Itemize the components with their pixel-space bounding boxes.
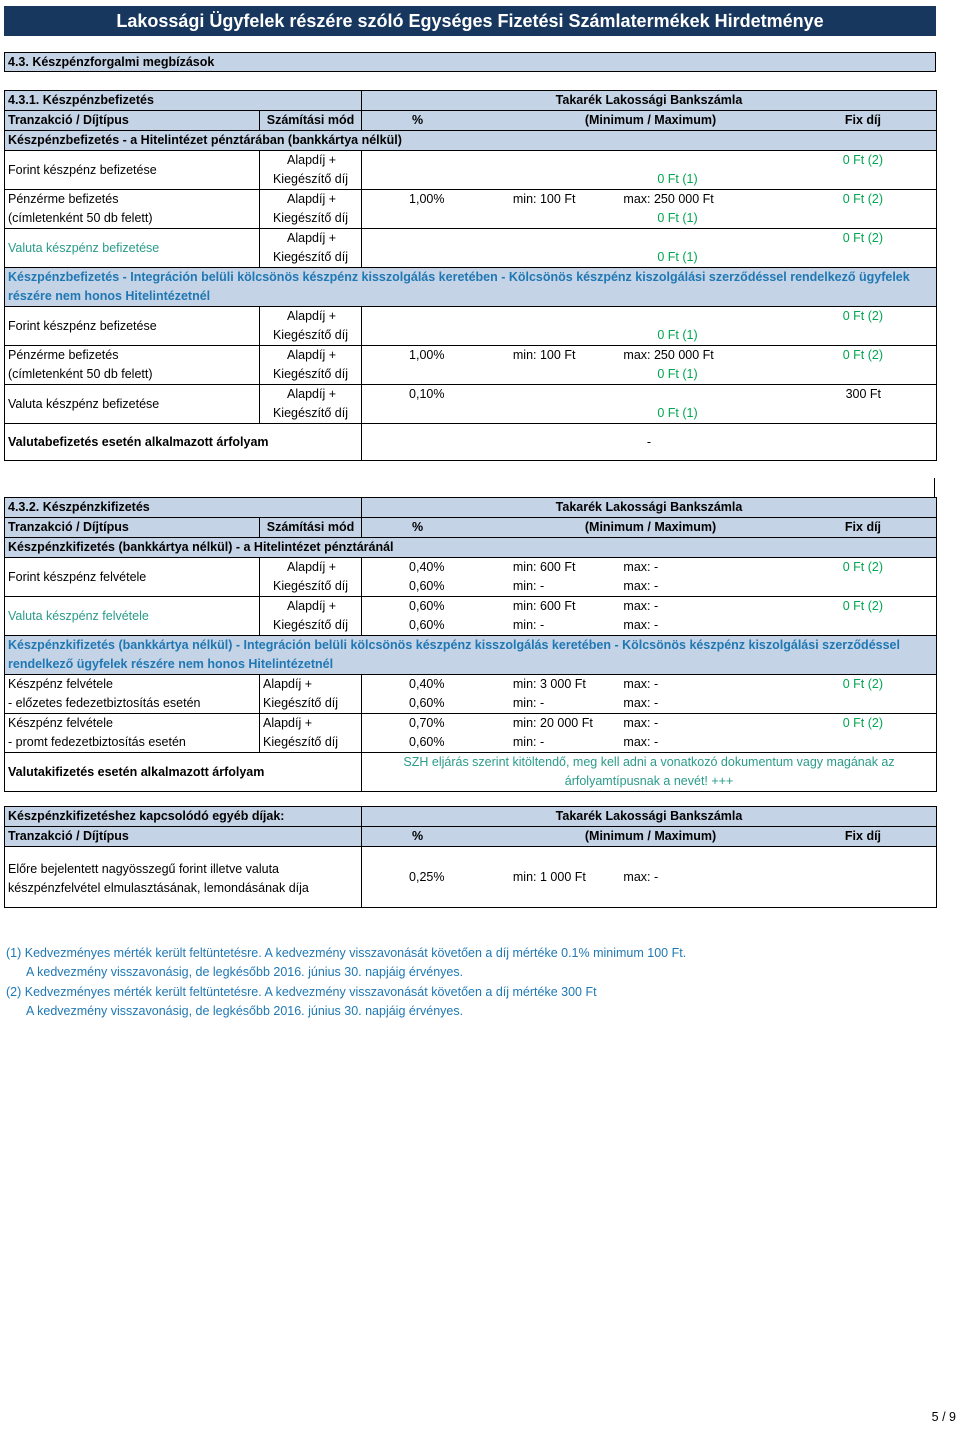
extra-fee: 0 Ft (1) — [362, 209, 937, 229]
min-label: min: — [512, 560, 537, 574]
section-row: Készpénzkifizetés (bankkártya nélkül) - a Hitelintézet pénztáránál — [5, 538, 937, 558]
footnote: A kedvezmény visszavonásig, de legkésőbb 2016. június 30. napjáig érvényes. — [26, 1004, 464, 1019]
extra-fee-label: Kiegészítő díj — [260, 170, 362, 190]
row-label: Pénzérme befizetés — [5, 190, 260, 210]
section-row: Készpénzbefizetés - a Hitelintézet pénztárában (bankkártya nélkül) — [5, 131, 937, 151]
max-value: 250 000 Ft — [653, 348, 714, 362]
col-fix: Fix díj — [810, 518, 937, 538]
min-value: 600 Ft — [540, 599, 576, 613]
exchange-rate-label: Valutakifizetés esetén alkalmazott árfolyam — [5, 753, 362, 792]
min-label: min: — [512, 869, 537, 884]
min-label: min: — [512, 716, 537, 730]
row-label-sub: (címletenként 50 db felett) — [5, 365, 260, 385]
extra-fee-label: Kiegészítő díj — [260, 365, 362, 385]
extra-fee-label: Kiegészítő díj — [260, 209, 362, 229]
table-title: 4.3.2. Készpénzkifizetés — [5, 498, 362, 518]
fix-fee: 0 Ft (2) — [842, 153, 884, 167]
col-transaction: Tranzakció / Díjtípus — [5, 111, 260, 131]
fix-fee: 0 Ft (2) — [842, 348, 884, 362]
row-label-sub: készpénzfelvétel elmulasztásának, lemondásának díja — [8, 881, 309, 895]
row-label: Valuta készpénz befizetése — [5, 229, 260, 268]
percent: 0,60% — [409, 599, 445, 613]
col-percent: % — [362, 827, 492, 847]
max-label: max: — [623, 869, 651, 884]
section-header: 4.3. Készpénzforgalmi megbízások — [4, 52, 936, 72]
row-label-sub: (címletenként 50 db felett) — [5, 209, 260, 229]
percent: 0,10% — [409, 387, 445, 401]
min-value: 1 000 Ft — [540, 869, 586, 884]
min-label: min: — [512, 599, 537, 613]
extra-fee-label: Kiegészítő díj — [260, 404, 362, 424]
fix-fee: 0 Ft (2) — [842, 192, 884, 206]
base-fee-label: Alapdíj + — [260, 307, 362, 327]
base-fee-label: Alapdíj + — [260, 190, 362, 210]
row-label-sub: - előzetes fedezetbiztosítás esetén — [5, 694, 260, 714]
max-value: - — [654, 579, 659, 593]
row-label: Előre bejelentett nagyösszegű forint illetve valuta — [8, 862, 279, 876]
percent: 0,60% — [362, 733, 492, 753]
cash-withdrawal-table — [4, 497, 937, 792]
max-value: - — [654, 599, 659, 613]
row-label-sub: - promt fedezetbiztosítás esetén — [5, 733, 260, 753]
max-value: - — [654, 696, 659, 710]
row-label: Forint készpénz befizetése — [5, 151, 260, 190]
max-label: max: — [623, 579, 651, 593]
row-label: Pénzérme befizetés — [5, 346, 260, 366]
other-fees-table — [4, 806, 937, 908]
max-label: max: — [623, 192, 651, 206]
col-minmax: (Minimum / Maximum) — [492, 518, 810, 538]
base-fee-label: Alapdíj + — [260, 597, 362, 617]
col-transaction: Tranzakció / Díjtípus — [5, 827, 362, 847]
base-fee-label: Alapdíj + — [260, 385, 362, 405]
min-label: min: — [512, 696, 537, 710]
table-title: Készpénzkifizetéshez kapcsolódó egyéb díjak: — [5, 807, 362, 827]
max-value: - — [654, 869, 659, 884]
min-label: min: — [512, 677, 537, 691]
base-fee-label: Alapdíj + — [260, 714, 362, 734]
percent: 0,60% — [362, 616, 492, 636]
min-label: min: — [512, 192, 537, 206]
min-label: min: — [512, 735, 537, 749]
row-label: Készpénz felvétele — [5, 714, 260, 734]
max-value: 250 000 Ft — [653, 192, 714, 206]
col-transaction: Tranzakció / Díjtípus — [5, 518, 260, 538]
max-value: - — [654, 560, 659, 574]
fix-fee: 0 Ft (2) — [842, 599, 884, 613]
max-label: max: — [623, 599, 651, 613]
max-label: max: — [623, 677, 651, 691]
exchange-rate-value: SZH eljárás szerint kitöltendő, meg kell adni a vonatkozó dokumentum vagy magának az árfolyamtípusnak a nevét! +++ — [403, 755, 895, 788]
product-name: Takarék Lakossági Bankszámla — [362, 498, 937, 518]
max-value: - — [654, 735, 659, 749]
extra-fee: 0 Ft (1) — [362, 404, 937, 424]
document-title: Lakossági Ügyfelek részére szóló Egységes Fizetési Számlatermékek Hirdetménye — [4, 6, 936, 36]
row-label: Készpénz felvétele — [5, 675, 260, 695]
min-value: - — [540, 696, 545, 710]
section-row: Készpénzkifizetés (bankkártya nélkül) - Integráción belüli kölcsönös készpénz kisszolgálás keretében - Kölcsönös készpénz kiszolgálási szerződéssel rendelkező ügyfelek részére nem honos Hitelintézetnél — [5, 636, 937, 675]
percent: 0,70% — [409, 716, 445, 730]
percent: 1,00% — [409, 348, 445, 362]
exchange-rate-value: - — [646, 434, 652, 449]
col-fix: Fix díj — [810, 827, 937, 847]
max-label: max: — [623, 618, 651, 632]
row-label: Forint készpénz felvétele — [5, 558, 260, 597]
section-row: Készpénzbefizetés - Integráción belüli kölcsönös készpénz kisszolgálás keretében - Kölcsönös készpénz kiszolgálási szerződéssel rendelkező ügyfelek részére nem honos Hitelintézetnél — [5, 268, 937, 307]
extra-fee: 0 Ft (1) — [362, 170, 937, 190]
fix-fee: 0 Ft (2) — [842, 716, 884, 730]
fix-fee: 0 Ft (2) — [842, 560, 884, 574]
max-label: max: — [623, 716, 651, 730]
min-value: 600 Ft — [540, 560, 576, 574]
product-name: Takarék Lakossági Bankszámla — [362, 91, 937, 111]
col-method: Számítási mód — [260, 111, 362, 131]
base-fee-label: Alapdíj + — [260, 151, 362, 171]
base-fee-label: Alapdíj + — [260, 675, 362, 695]
min-label: min: — [512, 348, 537, 362]
product-name: Takarék Lakossági Bankszámla — [362, 807, 937, 827]
percent: 0,60% — [362, 694, 492, 714]
percent: 0,25% — [409, 869, 445, 884]
extra-fee-label: Kiegészítő díj — [260, 616, 362, 636]
min-value: - — [540, 735, 545, 749]
base-fee-label: Alapdíj + — [260, 346, 362, 366]
footnotes — [6, 944, 686, 1022]
fix-fee: 0 Ft (2) — [842, 677, 884, 691]
fix-fee: 0 Ft (2) — [842, 231, 884, 245]
fix-fee: 300 Ft — [845, 387, 882, 401]
cash-deposit-table — [4, 90, 937, 461]
footnote: (1) Kedvezményes mérték került feltüntetésre. A kedvezmény visszavonását követően a díj mértéke 0.1% minimum 100 Ft. — [6, 946, 687, 960]
col-minmax: (Minimum / Maximum) — [492, 827, 810, 847]
table-title: 4.3.1. Készpénzbefizetés — [5, 91, 362, 111]
row-label: Valuta készpénz befizetése — [5, 385, 260, 424]
extra-fee: 0 Ft (1) — [362, 365, 937, 385]
extra-fee-label: Kiegészítő díj — [260, 577, 362, 597]
extra-fee: 0 Ft (1) — [362, 248, 937, 268]
col-method: Számítási mód — [260, 518, 362, 538]
footnote: (2) Kedvezményes mérték került feltüntetésre. A kedvezmény visszavonását követően a díj mértéke 300 Ft — [6, 984, 597, 999]
page-number: 5 / 9 — [931, 1410, 956, 1424]
min-value: 100 Ft — [539, 348, 576, 362]
extra-fee-label: Kiegészítő díj — [260, 326, 362, 346]
row-label: Forint készpénz befizetése — [5, 307, 260, 346]
max-value: - — [654, 716, 659, 730]
extra-fee-label: Kiegészítő díj — [260, 733, 362, 753]
col-fix: Fix díj — [810, 111, 937, 131]
percent: 0,60% — [362, 577, 492, 597]
base-fee-label: Alapdíj + — [260, 229, 362, 249]
min-value: - — [540, 618, 545, 632]
min-value: - — [540, 579, 545, 593]
extra-fee-label: Kiegészítő díj — [260, 248, 362, 268]
max-label: max: — [623, 735, 651, 749]
percent: 0,40% — [409, 677, 445, 691]
footnote: A kedvezmény visszavonásig, de legkésőbb 2016. június 30. napjáig érvényes. — [26, 965, 464, 980]
max-label: max: — [623, 560, 651, 574]
base-fee-label: Alapdíj + — [260, 558, 362, 578]
extra-fee: 0 Ft (1) — [362, 326, 937, 346]
row-label: Valuta készpénz felvétele — [5, 597, 260, 636]
col-minmax: (Minimum / Maximum) — [492, 111, 810, 131]
min-value: 3 000 Ft — [540, 677, 586, 691]
min-label: min: — [512, 618, 537, 632]
percent: 0,40% — [409, 560, 445, 574]
col-percent: % — [362, 518, 492, 538]
max-value: - — [654, 677, 659, 691]
min-label: min: — [512, 579, 537, 593]
extra-fee-label: Kiegészítő díj — [260, 694, 362, 714]
percent: 1,00% — [409, 192, 445, 206]
max-label: max: — [623, 696, 651, 710]
col-percent: % — [362, 111, 492, 131]
min-value: 100 Ft — [539, 192, 576, 206]
max-label: max: — [623, 348, 651, 362]
min-value: 20 000 Ft — [540, 716, 593, 730]
fix-fee: 0 Ft (2) — [842, 309, 884, 323]
exchange-rate-label: Valutabefizetés esetén alkalmazott árfolyam — [5, 424, 362, 461]
max-value: - — [654, 618, 659, 632]
